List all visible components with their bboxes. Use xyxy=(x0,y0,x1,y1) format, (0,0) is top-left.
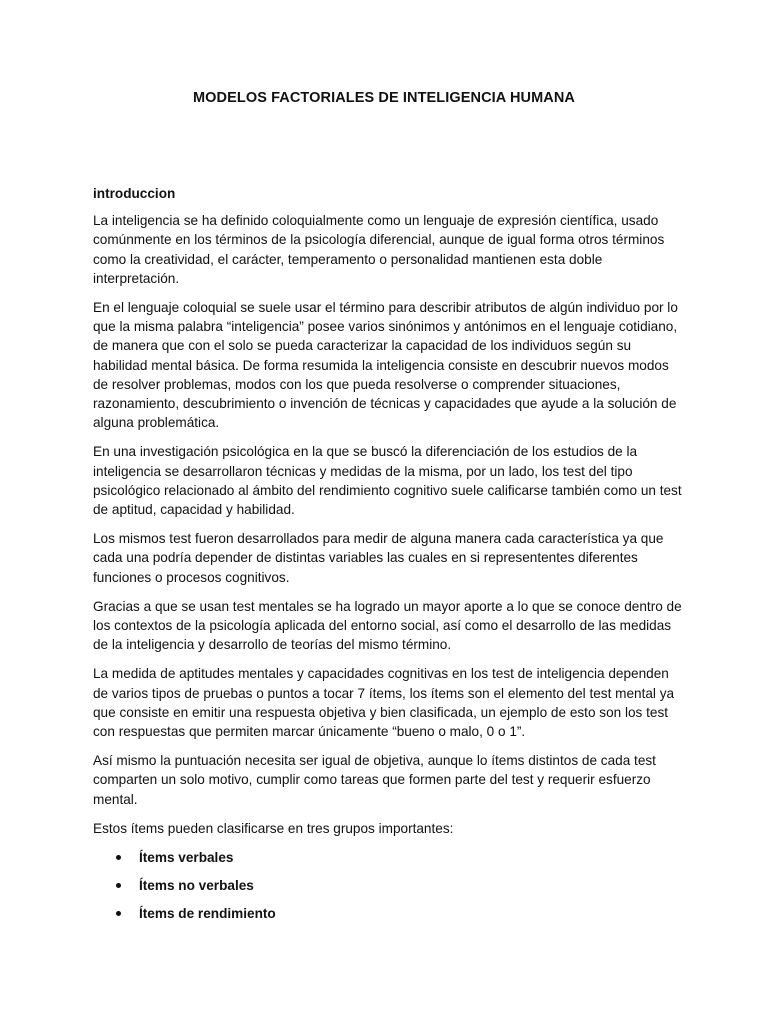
paragraph: Los mismos test fueron desarrollados para medir de alguna manera cada característica ya que cada una podría depender de distintas variables las cuales en si represententes diferentes funciones o procesos cognitivos. xyxy=(93,531,664,585)
bullet-icon xyxy=(116,883,121,888)
list-item xyxy=(93,848,683,867)
list-item-label: Ítems no verbales xyxy=(139,878,254,894)
paragraph: Así mismo la puntuación necesita ser igual de objetiva, aunque lo ítems distintos de cada test comparten un solo motivo, cumplir como tareas que formen parte del test y requerir esfuerzo mental. xyxy=(93,753,656,807)
document-body xyxy=(93,184,683,932)
paragraph: Gracias a que se usan test mentales se ha logrado un mayor aporte a lo que se conoce dentro de los contextos de la psicología aplicada del entorno social, así como el desarrollo de las medidas de la inteligencia y desarrollo de teorías del mismo término. xyxy=(93,598,682,653)
list-item xyxy=(93,904,683,923)
document-title: MODELOS FACTORIALES DE INTELIGENCIA HUMANA xyxy=(192,90,575,106)
paragraph: Estos ítems pueden clasificarse en tres grupos importantes: xyxy=(93,820,454,836)
list-item-label: Ítems verbales xyxy=(139,850,234,866)
paragraph: En el lenguaje coloquial se suele usar el término para describir atributos de algún individuo por lo que la misma palabra “inteligencia” posee varios sinónimos y antónimos en el lenguaje cotidiano, de manera que con el solo se pueda caracterizar la capacidad de los individuos según su habilidad mental básica. De forma resumida la inteligencia consiste en descubrir nuevos modos de resolver problemas, modos con los que pueda resolverse o comprender situaciones, razonamiento, descubrimiento o invención de técnicas y capacidades que ayude a la solución de alguna problemática. xyxy=(93,300,678,431)
list-item-label: Ítems de rendimiento xyxy=(139,906,276,922)
bullet-icon xyxy=(116,855,121,860)
paragraph: La inteligencia se ha definido coloquialmente como un lenguaje de expresión científica, usado comúnmente en los términos de la psicología diferencial, aunque de igual forma otros términos como la creatividad, el carácter, temperamento o personalidad mantienen esta doble interpretación. xyxy=(93,213,665,286)
item-types-list xyxy=(93,848,683,923)
section-heading: introduccion xyxy=(93,186,176,201)
list-item xyxy=(93,876,683,895)
paragraph: La medida de aptitudes mentales y capacidades cognitivas en los test de inteligencia dependen de varios tipos de pruebas o puntos a tocar 7 ítems, los ítems son el elemento del test mental ya que consiste en emitir una respuesta objetiva y bien clasificada, un ejemplo de esto son los test con respuestas que permiten marcar únicamente “bueno o malo, 0 o 1”. xyxy=(93,666,675,740)
paragraph: En una investigación psicológica en la que se buscó la diferenciación de los estudios de la inteligencia se desarrollaron técnicas y medidas de la misma, por un lado, los test del tipo psicológico relacionado al ámbito del rendimiento cognitivo suele calificarse también como un test de aptitud, capacidad y habilidad. xyxy=(93,444,682,518)
bullet-icon xyxy=(116,911,121,916)
